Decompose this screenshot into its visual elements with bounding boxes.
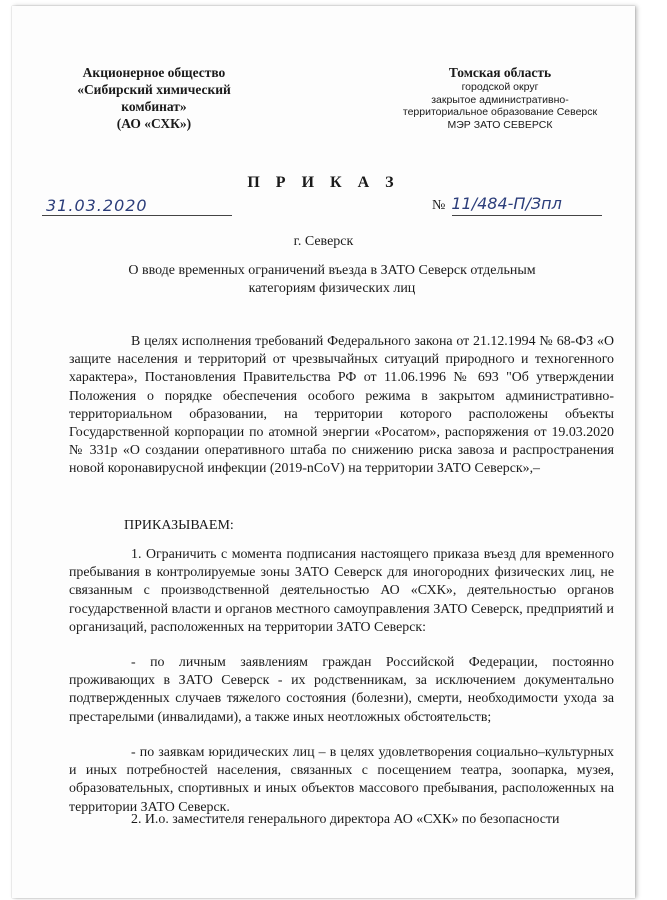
item-2-paragraph: 2. И.о. заместителя генерального директора АО «СХК» по безопасности [131, 812, 560, 827]
document-title: П Р И К А З [247, 174, 400, 191]
number-sign: № [432, 198, 446, 213]
order-subject [102, 262, 562, 298]
left-org-line: комбинат» [121, 99, 187, 114]
left-org-line: Акционерное общество [82, 65, 226, 80]
handwritten-date: 31.03.2020 [46, 196, 148, 215]
left-org-line: (АО «СХК») [116, 116, 192, 131]
order-number [432, 194, 562, 214]
right-org-line: закрытое административно- [431, 93, 569, 106]
handwritten-number: 11/484-П/Зпл [451, 194, 562, 213]
city-name: г. Северск [293, 234, 354, 249]
number-underline [452, 215, 602, 216]
item-1-paragraph: 1. Ограничить с момента подписания настоящего приказа въезд для временного пребывания в контролируемые зоны ЗАТО Северск для иногородних физических лиц, не связанным с производственной деятельностью АО «СХК», деятельностью органов государственной власти и органов местного самоуправления ЗАТО Северск, предприятий и организаций, расположенных на территории ЗАТО Северск: [69, 547, 614, 635]
right-org-line: МЭР ЗАТО СЕВЕРСК [447, 118, 553, 131]
right-org-line: городской округ [461, 81, 539, 93]
left-org-line: «Сибирский химический [77, 82, 231, 97]
region-name: Томская область [448, 65, 552, 80]
right-org-line: территориальное образование Северск [402, 106, 598, 118]
left-organization-header [60, 64, 248, 132]
subject-line: категориям физических лиц [248, 281, 416, 296]
right-organization-header [400, 64, 600, 131]
order-keyword: ПРИКАЗЫВАЕМ: [124, 518, 234, 533]
subject-line: О вводе временных ограничений въезда в ЗАТО Северск отдельным [128, 263, 536, 278]
document-page [12, 6, 635, 898]
item-1b-paragraph: - по заявкам юридических лиц – в целях удовлетворения социально–культурных и иных потребностей населения, связанных с посещением театра, зоопарка, музея, образовательных, спортивных и иных объектов массового пребывания, расположенных на территории ЗАТО Северск. [69, 745, 614, 815]
preamble-paragraph: В целях исполнения требований Федерального закона от 21.12.1994 № 68-ФЗ «О защите населения и территорий от чрезвычайных ситуаций природного и техногенного характера», Постановления Правительства РФ от 11.06.1996 № 693 "Об утверждении Положения о порядке обеспечения особого режима в закрытом административно-территориальном образовании, на территории которого расположены объекты Государственной корпорации по атомной энергии «Росатом», распоряжения от 19.03.2020 № 331р «О создании оперативного штаба по снижению риска завоза и распространения новой коронавирусной инфекции (2019-nCoV) на территории ЗАТО Северск»,– [69, 334, 614, 477]
date-underline [42, 215, 232, 216]
item-1a-paragraph: - по личным заявлениям граждан Российской Федерации, постоянно проживающих в ЗАТО Северск - их родственникам, за исключением документально подтвержденных случаев тяжелого состояния (болезни), смерти, необходимости ухода за престарелыми (инвалидами), а также иных неотложных обстоятельств; [69, 655, 614, 725]
